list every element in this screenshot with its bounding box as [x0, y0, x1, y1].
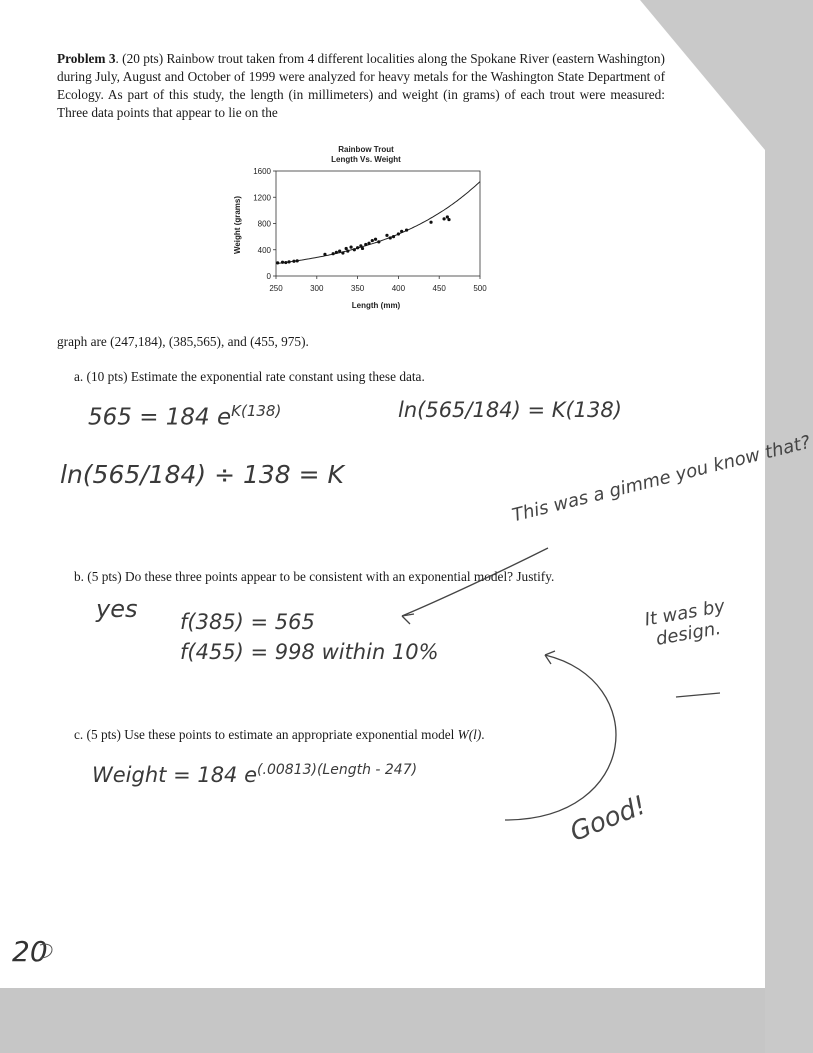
- y-axis-title: Weight (grams): [233, 195, 242, 255]
- x-tick-label: 300: [310, 284, 324, 293]
- data-point: [335, 251, 338, 254]
- data-point: [371, 239, 374, 242]
- hw-a-solution: ln(565/184) ÷ 138 = K: [60, 460, 344, 489]
- y-tick-label: 1600: [253, 167, 271, 176]
- data-point: [356, 246, 359, 249]
- x-tick-label: 450: [432, 284, 446, 293]
- y-tick-label: 800: [257, 219, 271, 229]
- data-point: [292, 260, 295, 263]
- data-point: [374, 238, 377, 241]
- data-point: [447, 218, 450, 221]
- x-tick-label: 350: [350, 284, 365, 293]
- hw-c-exponent: (.00813)(Length - 247): [257, 762, 418, 778]
- data-point: [284, 261, 287, 264]
- data-point: [349, 246, 352, 249]
- trout-chart: [0, 0, 765, 330]
- hw-grader-good: Good!: [566, 790, 651, 848]
- data-point: [296, 259, 299, 262]
- data-point: [392, 235, 395, 238]
- data-point: [389, 236, 392, 239]
- hw-c-model: [92, 762, 417, 787]
- y-tick-label: 400: [257, 245, 271, 255]
- data-point: [353, 248, 356, 251]
- data-point: [281, 261, 284, 264]
- y-tick-label: 1200: [253, 193, 271, 203]
- problem-body: . (20 pts) Rainbow trout taken from 4 different localities along the Spokane River (eastern Washington) during July, August and October of 1999 were analyzed for heavy metals for the Washington State Department of Ecology. As part of this study, the length (in millimeters) and weight (in grams) of each trout were measured: Three data points that appear to lie on the: [57, 51, 665, 120]
- data-point: [377, 240, 380, 243]
- data-point: [332, 252, 335, 255]
- part-c-suffix: .: [481, 727, 485, 742]
- hw-b-yes: yes: [96, 595, 138, 623]
- hw-a-log-equation: ln(565/184) = K(138): [398, 398, 622, 422]
- data-point: [323, 253, 326, 256]
- hw-b-f455: f(455) = 998 within 10%: [180, 640, 439, 664]
- scanner-bed: [0, 988, 765, 1053]
- data-point: [442, 217, 445, 220]
- trend-line: [276, 182, 480, 264]
- data-point: [429, 221, 432, 224]
- hw-a-equation: [88, 402, 281, 431]
- x-axis-title: Length (mm): [351, 301, 401, 310]
- hw-grader-design: It was by design.: [643, 595, 727, 650]
- problem-heading: Problem 3: [57, 51, 116, 66]
- plot-area: [253, 167, 487, 293]
- plot-frame: [276, 171, 480, 276]
- data-point: [397, 232, 400, 235]
- data-point: [400, 230, 403, 233]
- hw-c-base: Weight = 184 e: [92, 763, 258, 787]
- x-tick-label: 250: [269, 284, 283, 293]
- data-point: [367, 242, 370, 245]
- part-c-prefix: c. (5 pts) Use these points to estimate an appropriate exponential model: [74, 727, 458, 742]
- data-point: [361, 247, 364, 250]
- hw-a-left: 565 = 184 e: [88, 404, 232, 431]
- y-tick-label: 0: [266, 272, 271, 281]
- part-b-question: b. (5 pts) Do these three points appear to be consistent with an exponential model? Justify.: [74, 569, 555, 584]
- data-point: [385, 234, 388, 237]
- data-point: [405, 228, 408, 231]
- hw-grader-note: This was a gimme you know that?: [510, 431, 813, 527]
- data-point: [341, 251, 344, 254]
- hw-score: 20: [12, 935, 48, 968]
- part-c-model-symbol: W(l): [457, 727, 482, 742]
- part-a-question: a. (10 pts) Estimate the exponential rate constant using these data.: [74, 369, 425, 384]
- data-point: [287, 260, 290, 263]
- data-point: [346, 249, 349, 252]
- hw-a-exponent: K(138): [231, 402, 282, 420]
- problem-continuation: graph are (247,184), (385,565), and (455, 975).: [57, 334, 309, 349]
- hw-b-f385: f(385) = 565: [180, 610, 315, 634]
- chart-title-line2: Length Vs. Weight: [331, 155, 401, 164]
- chart-title-line1: Rainbow Trout: [338, 145, 394, 154]
- data-point: [364, 243, 367, 246]
- part-c-question: [74, 726, 485, 744]
- x-tick-label: 400: [391, 284, 406, 293]
- data-point: [338, 249, 341, 252]
- data-point: [276, 261, 279, 264]
- x-tick-label: 500: [473, 284, 487, 293]
